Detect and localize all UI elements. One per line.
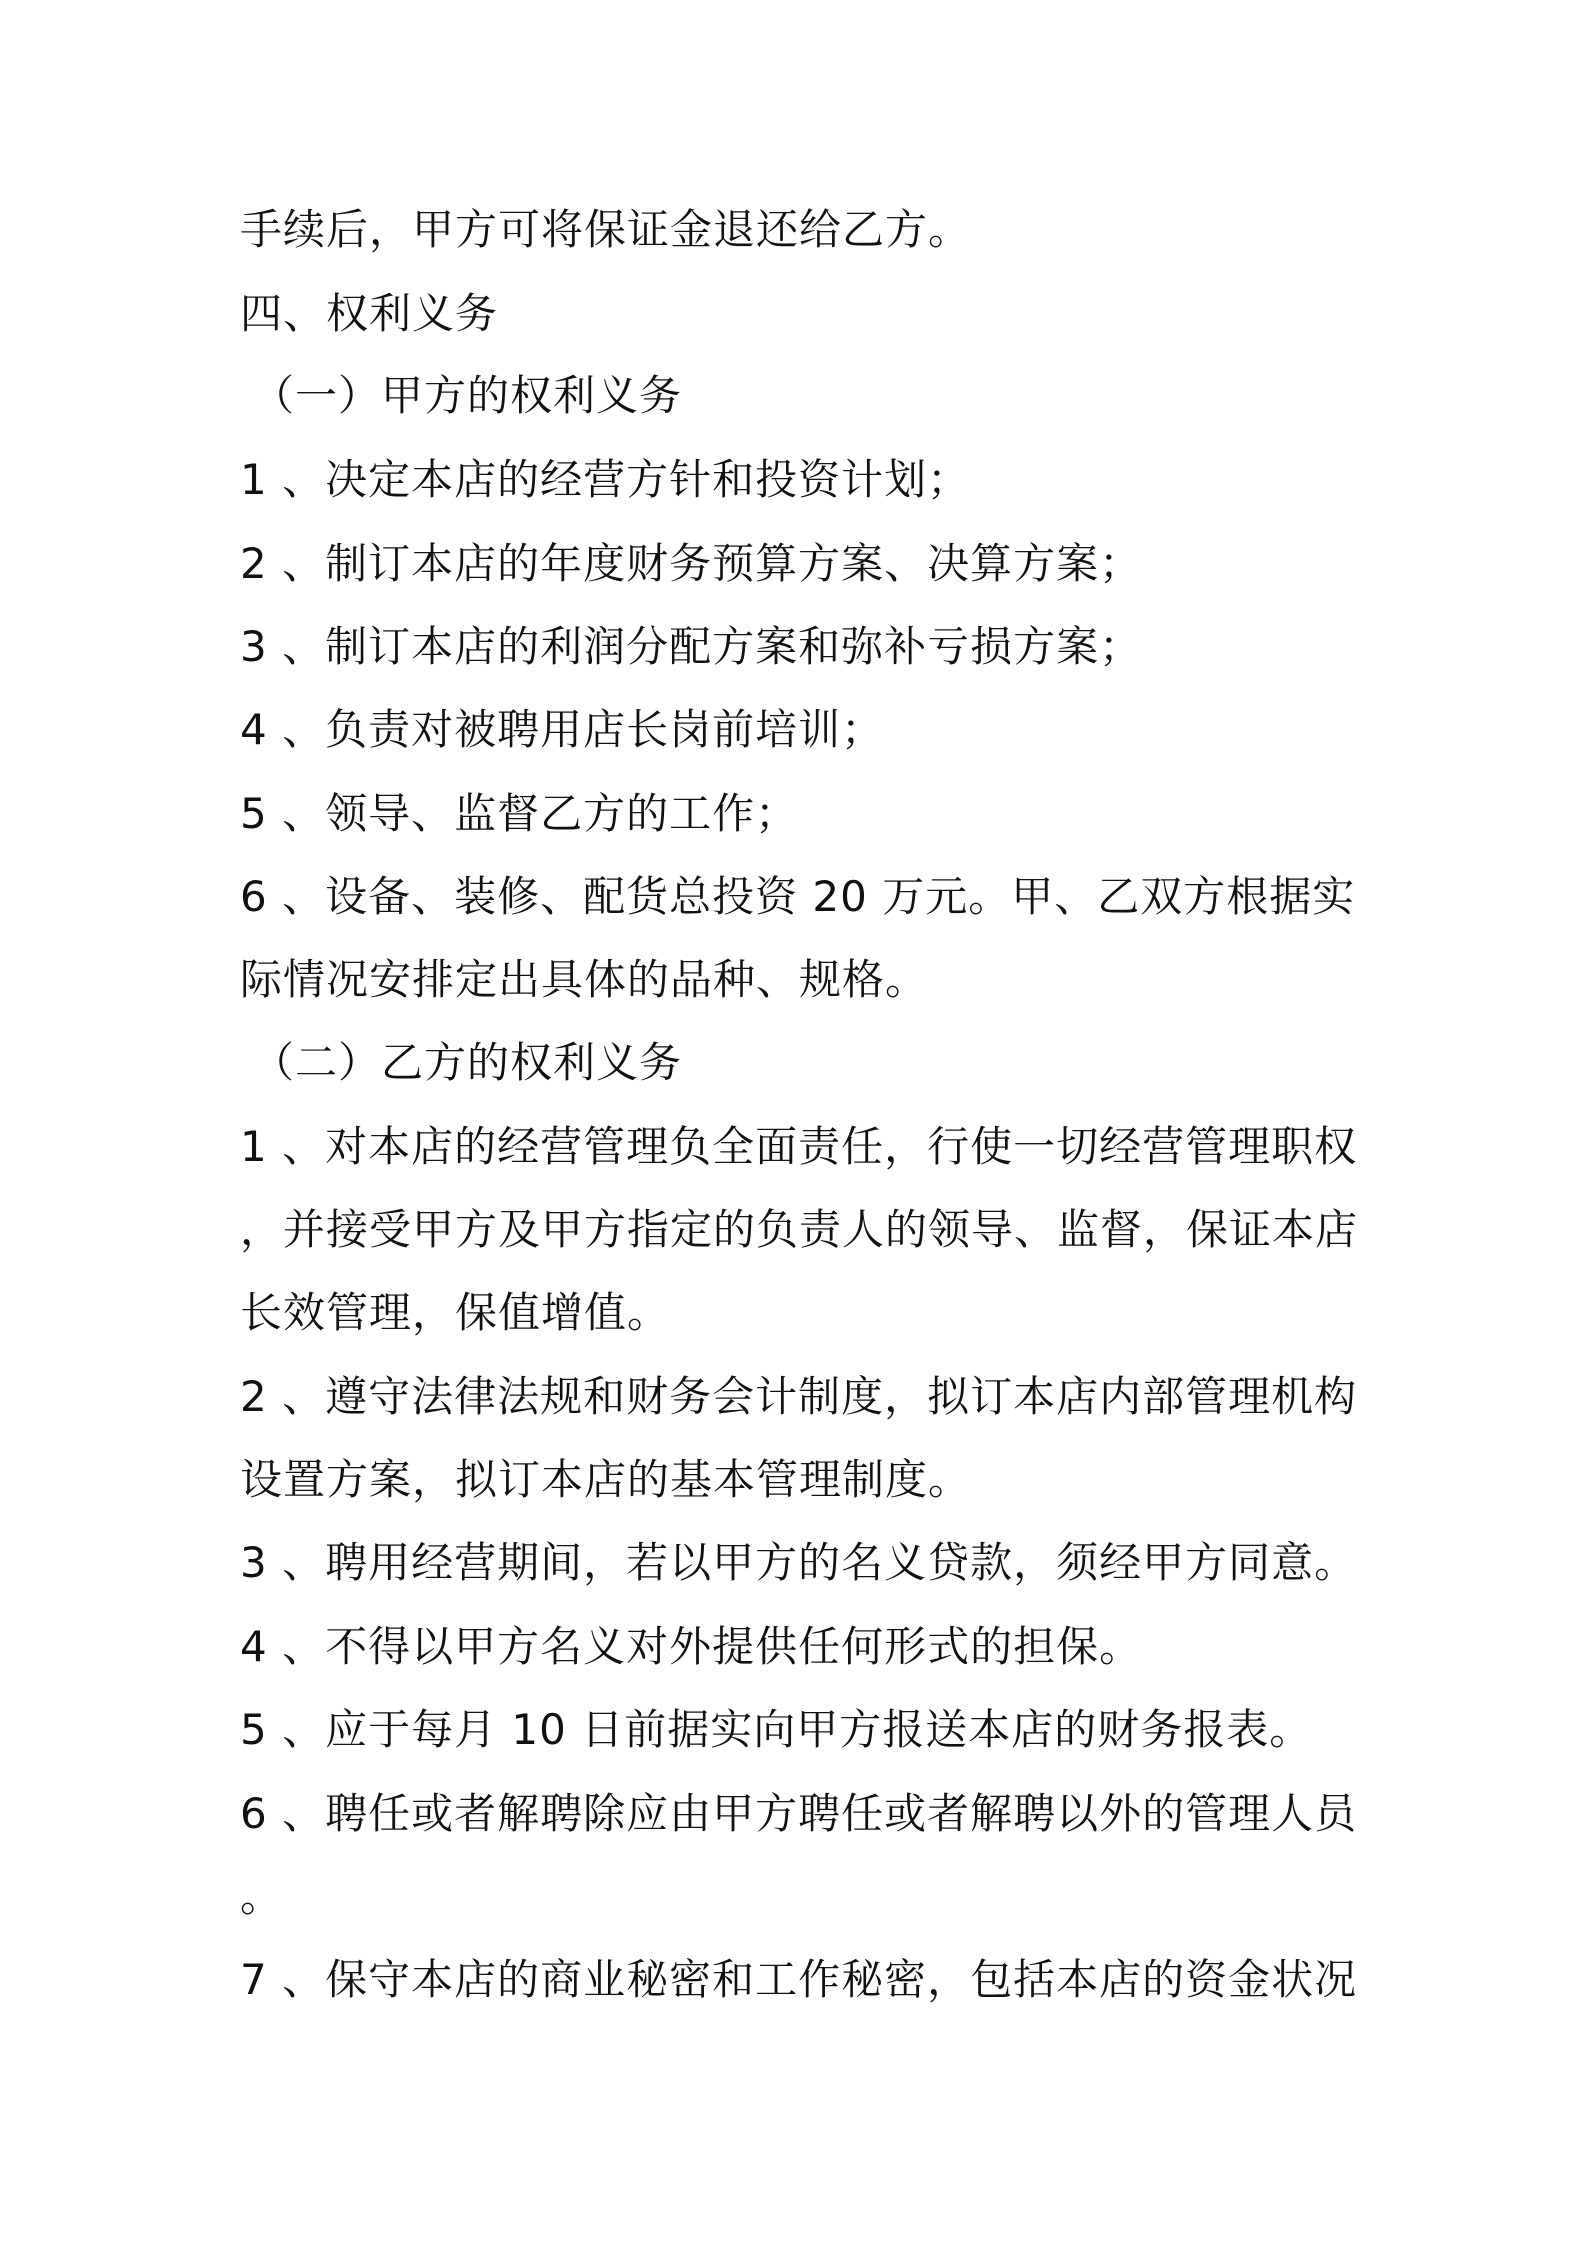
list-item-b4: 4 、不得以甲方名义对外提供任何形式的担保。 — [240, 1622, 1143, 1671]
list-item-b1-cont: ，并接受甲方及甲方指定的负责人的领导、监督，保证本店 — [240, 1205, 1359, 1254]
section-heading-rights-obligations: 四、权利义务 — [240, 289, 499, 338]
list-item-b1: 1 、对本店的经营管理负全面责任，行使一切经营管理职权 — [240, 1122, 1358, 1171]
list-item-a6-cont: 际情况安排定出具体的品种、规格。 — [240, 955, 929, 1004]
list-item-a6: 6 、设备、装修、配货总投资 20 万元。甲、乙双方根据实 — [240, 872, 1356, 921]
list-item-b5: 5 、应于每月 10 日前据实向甲方报送本店的财务报表。 — [240, 1705, 1313, 1754]
list-item-a5: 5 、领导、监督乙方的工作； — [240, 789, 799, 838]
subsection-heading-party-b: （二）乙方的权利义务 — [252, 1038, 683, 1087]
list-item-b3: 3 、聘用经营期间，若以甲方的名义贷款，须经甲方同意。 — [240, 1538, 1358, 1587]
list-item-b7: 7 、保守本店的商业秘密和工作秘密，包括本店的资金状况 — [240, 1955, 1358, 2004]
list-item-a2: 2 、制订本店的年度财务预算方案、决算方案； — [240, 539, 1143, 588]
list-item-a1: 1 、决定本店的经营方针和投资计划； — [240, 455, 971, 504]
list-item-b6: 6 、聘任或者解聘除应由甲方聘任或者解聘以外的管理人员 — [240, 1789, 1358, 1838]
list-item-a3: 3 、制订本店的利润分配方案和弥补亏损方案； — [240, 622, 1143, 671]
list-item-b2: 2 、遵守法律法规和财务会计制度，拟订本店内部管理机构 — [240, 1372, 1358, 1421]
subsection-heading-party-a: （一）甲方的权利义务 — [252, 371, 683, 420]
list-item-b2-cont: 设置方案，拟订本店的基本管理制度。 — [240, 1455, 972, 1504]
text-line-1: 手续后，甲方可将保证金退还给乙方。 — [240, 205, 972, 254]
list-item-b1-cont2: 长效管理，保值增值。 — [240, 1288, 671, 1337]
list-item-b6-cont: 。 — [240, 1872, 284, 1921]
list-item-a4: 4 、负责对被聘用店长岗前培训； — [240, 705, 885, 754]
